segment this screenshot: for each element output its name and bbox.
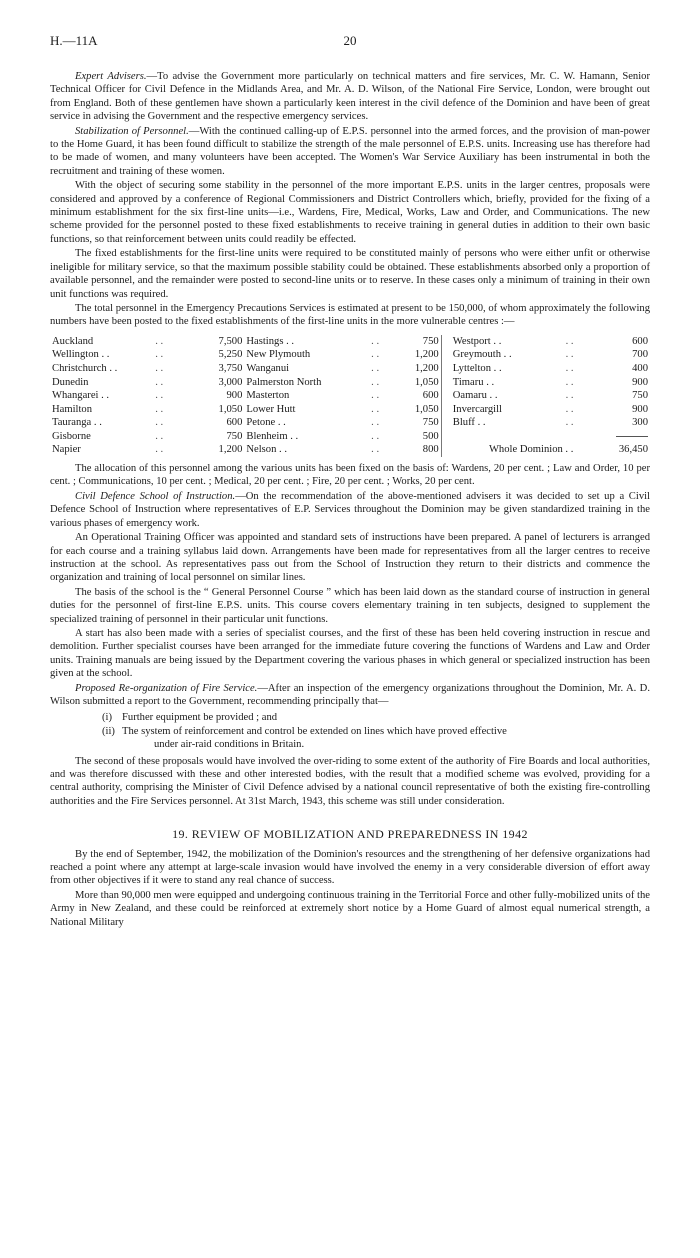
place-name: Lyttelton . . [452,362,502,374]
list-item [102,711,650,724]
personnel-distribution-table [50,335,650,457]
paragraph-group [50,755,650,809]
place-name: Timaru . . [452,376,495,388]
personnel-count: 600 [632,335,648,347]
leader-dots: . . [371,390,380,402]
rule-line [616,436,648,437]
recommendation-list [102,711,650,751]
column-divider [441,403,451,417]
total-value: 36,450 [618,444,648,456]
personnel-count: 750 [226,430,243,442]
paragraph [50,302,650,329]
personnel-count: 500 [422,430,439,442]
list-text: Further equipment be provided ; and [122,712,278,724]
paragraph [50,848,650,888]
leader-dots: . . [565,403,574,415]
leader-dots: . . [371,376,380,388]
leader-dots: . . [371,403,380,415]
personnel-count: 1,200 [218,444,243,456]
personnel-count: 900 [632,376,648,388]
blank-cell [564,430,612,444]
place-name: Masterton [246,390,290,402]
column-divider [441,376,451,390]
place-name: Napier [52,444,81,456]
leader-dots: . . [565,335,574,347]
leader-dots: . . [155,417,164,429]
personnel-count: 1,050 [414,403,439,415]
paragraph [50,490,650,530]
column-divider [441,362,451,376]
table-row [50,348,650,362]
leader-dots: . . [155,444,164,456]
personnel-count: 900 [226,390,243,402]
table-row [50,443,650,457]
paragraph-subheading: Stabilization of Personnel. [75,125,189,137]
paragraph [50,755,650,809]
place-name: Petone . . [246,417,286,429]
list-text: The system of reinforcement and control be extended on lines which have proved effective [122,725,507,737]
personnel-count: 3,000 [218,376,243,388]
personnel-count: 750 [632,390,648,402]
paragraph-text: The total personnel in the Emergency Precautions Services is estimated at present to be 150,000, of whom approximately the following numbers have been posted to the fixed establishments of the first-line units in the more vulnerable centres :— [50,302,650,328]
paragraph-subheading: Expert Advisers. [75,71,147,82]
paragraph [50,889,650,929]
leader-dots: . . [565,376,574,388]
paragraph-text: —On the recommendation of the above-mentioned advisers it was decided to set up a Civil Defence School of Instruction where representatives of E.P. Services throughout the Dominion may be given standardized training in the various phases of emergency work. [50,490,650,529]
table-row [50,416,650,430]
place-name: Tauranga . . [52,417,102,429]
place-name: Palmerston North [246,376,322,388]
page-header [50,34,650,56]
document-body [50,70,650,929]
leader-dots: . . [371,417,380,429]
place-name: Invercargill [452,403,502,415]
leader-dots: . . [565,390,574,402]
section-heading: 19. REVIEW OF MOBILIZATION AND PREPAREDNESS IN 1942 [172,827,528,842]
leader-dots: . . [371,335,380,347]
paragraph-text: —After an inspection of the emergency organizations throughout the Dominion, Mr. A. D. Wilson submitted a report to the Government, recommending principally that— [50,682,650,707]
column-divider [441,430,451,444]
column-divider [441,335,451,349]
list-marker: (i) [102,712,112,724]
paragraph-text: —With the continued calling-up of E.P.S. personnel into the armed forces, and the provision of man-power to the Home Guard, it has been found difficult to stabilize the strength of the male personnel of E.P.S. units. Increasing use has therefore had to be made of women, and many volunteers have been accepted. The Women's War Service Auxiliary has been instrumental in both the recruitment and training of these women. [50,125,650,177]
place-name: Greymouth . . [452,349,512,361]
paragraph [50,586,650,626]
personnel-count: 1,050 [218,403,243,415]
table-row [50,362,650,376]
paragraph [50,179,650,246]
paragraph [50,247,650,301]
leader-dots: . . [155,335,164,347]
leader-dots: . . [155,376,164,388]
personnel-count: 7,500 [218,335,243,347]
personnel-count: 1,050 [414,376,439,388]
total-label: Whole Dominion . . [488,444,574,456]
place-name: Whangarei . . [52,390,110,402]
personnel-count: 600 [422,390,439,402]
place-name: Gisborne [52,430,91,442]
table-row [50,403,650,417]
paragraph [50,627,650,681]
place-name: Auckland [52,335,94,347]
paragraph-text: A start has also been made with a series of specialist courses, and the first of these has been held covering instruction in rescue and demolition. Further specialist courses have been arranged for the immediate future covering the functions of Wardens and Law and Order units. Training manuals are being issued by the Department covering the various phases in which general or specialized instruction has been given at the school. [50,627,650,680]
paragraph-subheading: Proposed Re-organization of Fire Service. [75,682,258,694]
place-name: Oamaru . . [452,390,498,402]
paragraph [50,531,650,585]
paragraph-text: The allocation of this personnel among the various units has been fixed on the basis of: Wardens, 20 per cent. ; Law and Order, 10 per cent. ; Communications, 10 per cent. ; Medical, 20 per cent. ; Fire, 20 per cent. ; Works, 20 per cent. [50,463,650,488]
paragraph-text: —To advise the Government more particularly on technical matters and fire services, Mr. C. W. Hamann, Senior Technical Officer for Civil Defence in the Midlands Area, and Mr. A. D. Wilson, of the National Fire Service, London, were brought out from England. Both of these gentlemen have shown a particularly keen interest in the civil defence of the Dominion and have been of great service in advising the Government and the respective emergency services. [50,71,650,123]
total-rule [612,430,650,444]
table-row [50,389,650,403]
leader-dots: . . [371,349,380,361]
personnel-count: 1,200 [414,362,439,374]
personnel-count: 750 [422,417,439,429]
list-item [102,725,650,752]
place-name: Hamilton [52,403,93,415]
list-text-continuation: under air-raid conditions in Britain. [154,739,305,751]
leader-dots: . . [155,349,164,361]
list-marker: (ii) [102,725,115,737]
leader-dots: . . [371,444,380,456]
paragraph-group [50,462,650,708]
personnel-count: 600 [226,417,243,429]
column-divider [441,389,451,403]
paragraph-text: With the object of securing some stability in the personnel of the more important E.P.S. units in the larger centres, proposals were considered and approved by a conference of Regional Commissioners and District Controllers which, briefly, provided for the fixing of a minimum establishment for the six first-line units—i.e., Wardens, Fire, Medical, Works, Law and Order, and Communications. The new scheme provided for the personnel posted to these fixed establishments to receive training in general duties in addition to their own basic functions, so that reinforcement between units could readily be effected. [50,180,650,245]
column-divider [441,416,451,430]
leader-dots: . . [155,403,164,415]
column-divider [441,348,451,362]
leader-dots: . . [155,390,164,402]
place-name: Dunedin [52,376,89,388]
paragraph-subheading: Civil Defence School of Instruction. [75,490,236,502]
personnel-count: 1,200 [414,349,439,361]
place-name: Blenheim . . [246,430,299,442]
place-name: Wanganui [246,362,290,374]
paragraph [50,125,650,179]
personnel-count: 300 [632,417,648,429]
paragraph-text: The basis of the school is the “ General Personnel Course ” which has been laid down as the standard course of instruction in general duties for the personnel of first-line E.P.S. units. This course covers elementary training in ten subjects, designed to supplement the specialized training of personnel in their particular unit functions. [50,586,650,625]
personnel-count: 3,750 [218,362,243,374]
paragraph [50,70,650,124]
paragraph-text: More than 90,000 men were equipped and undergoing continuous training in the Territorial Force and other fully-mobilized units of the Army in New Zealand, and these could be reinforced at extremely short notice by a Home Guard of almost equal numerical strength, a National Military [50,889,650,928]
paragraph-group [50,70,650,329]
personnel-count: 5,250 [218,349,243,361]
place-name: Lower Hutt [246,403,296,415]
table-row [50,335,650,349]
paragraph-text: By the end of September, 1942, the mobilization of the Dominion's resources and the strengthening of her defensive organizations had reached a point where any attempt at large-scale invasion would have involved the enemy in a very considerable diversion of effort away from other objectives if it were to stand any real chance of success. [50,848,650,887]
personnel-count: 700 [632,349,648,361]
personnel-count: 800 [422,444,439,456]
table-row [50,376,650,390]
leader-dots: . . [371,430,380,442]
leader-dots: . . [565,349,574,361]
leader-dots: . . [155,430,164,442]
paragraph-text: An Operational Training Officer was appointed and standard sets of instructions have been prepared. A panel of lecturers is arranged for each course and a training syllabus laid down. Arrangements have been made for representatives from all the larger centres to receive instruction at the school. As representatives pass out from the School of Instruction they return to their districts and commence the organization and training of local personnel on similar lines. [50,532,650,584]
leader-dots: . . [371,362,380,374]
page-number: 20 [343,33,357,48]
personnel-count: 750 [422,335,439,347]
table-row [50,430,650,444]
leader-dots: . . [565,417,574,429]
personnel-count: 400 [632,362,648,374]
leader-dots: . . [565,362,574,374]
place-name: New Plymouth [246,349,311,361]
paragraph-group [50,848,650,929]
place-name: Wellington . . [52,349,110,361]
paragraph [50,462,650,489]
paragraph-text: The second of these proposals would have involved the over-riding to some extent of the authority of Fire Boards and local authorities, and was therefore discussed with these and other interested bodies, with the result that a modified scheme was evolved, providing for a central authority, comprising the Minister of Civil Defence advised by a national council representative of both the existing fire-controlling authorities and the Fire Services personnel. At 31st March, 1943, this scheme was still under consideration. [50,755,650,807]
place-name: Westport . . [452,335,502,347]
place-name: Bluff . . [452,417,486,429]
paragraph-text: The fixed establishments for the first-line units were required to be constituted mainly of persons who were either unfit or otherwise ineligible for military service, so that the maximum possible stability could be obtained. These establishments absorbed only a proportion of available personnel, and the remainder were posted to second-line units or to reserve. In these cases only a minimum of training in their own unit functions was required. [50,248,650,300]
document-reference: H.—11A [50,33,98,48]
place-name: Hastings . . [246,335,295,347]
leader-dots: . . [155,362,164,374]
column-divider [441,443,451,457]
place-name: Nelson . . [246,444,287,456]
paragraph [50,682,650,709]
blank-cell [451,430,564,444]
personnel-count: 900 [632,403,648,415]
place-name: Christchurch . . [52,362,118,374]
